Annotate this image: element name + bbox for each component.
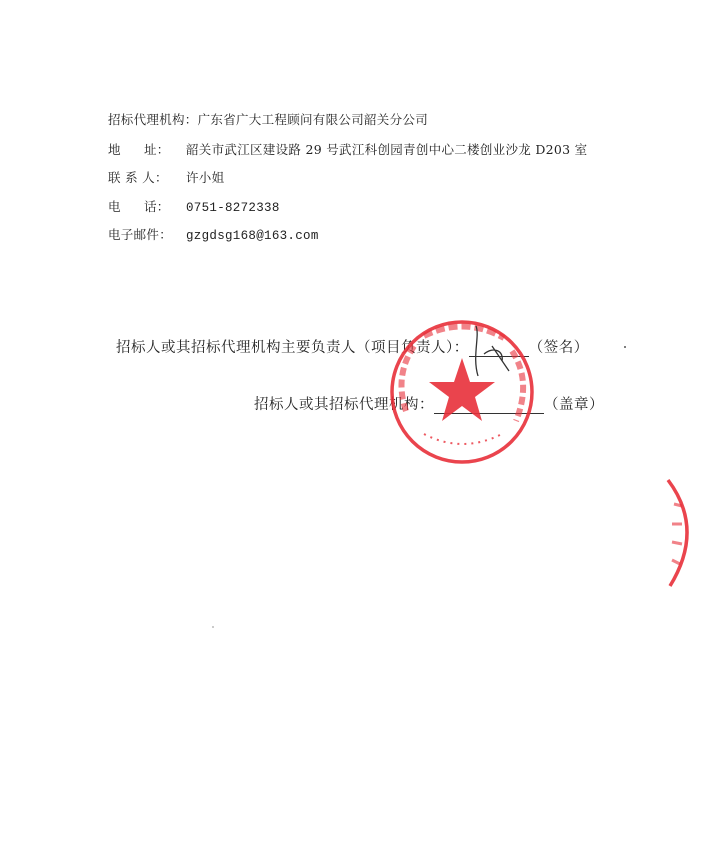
agency-label: 招标代理机构： [108,112,198,127]
email-row [108,225,319,243]
address-label-a: 地 [108,142,121,157]
phone-row [108,197,280,215]
responsible-label: 招标人或其招标代理机构主要负责人（项目负责人）： [116,340,469,356]
contact-label: 联 系 人： [108,170,168,185]
agency-value: 广东省广大工程顾问有限公司韶关分公司 [197,112,429,127]
contact-value: 许小姐 [186,170,225,185]
seal-label: 招标人或其招标代理机构： [254,397,434,413]
address-row [108,140,587,158]
scan-speck [212,626,214,628]
email-label: 电子邮件： [108,227,173,242]
seal-suffix: （盖章） [544,397,604,413]
email-value: gzgdsg168@163.com [186,229,319,243]
contact-person-row [108,168,224,186]
responsible-suffix: （签名） [528,340,589,356]
phone-label-a: 电 [108,199,121,214]
phone-value: 0751-8272338 [186,201,280,215]
agency-row [108,110,428,128]
scan-speck [624,346,626,348]
address-value: 韶关市武江区建设路 29 号武江科创园青创中心二楼创业沙龙 D203 室 [186,142,588,157]
address-label-b: 址： [144,142,170,157]
partial-seal-icon [660,474,718,590]
company-seal-icon [384,316,544,466]
phone-label-b: 话： [144,199,170,214]
